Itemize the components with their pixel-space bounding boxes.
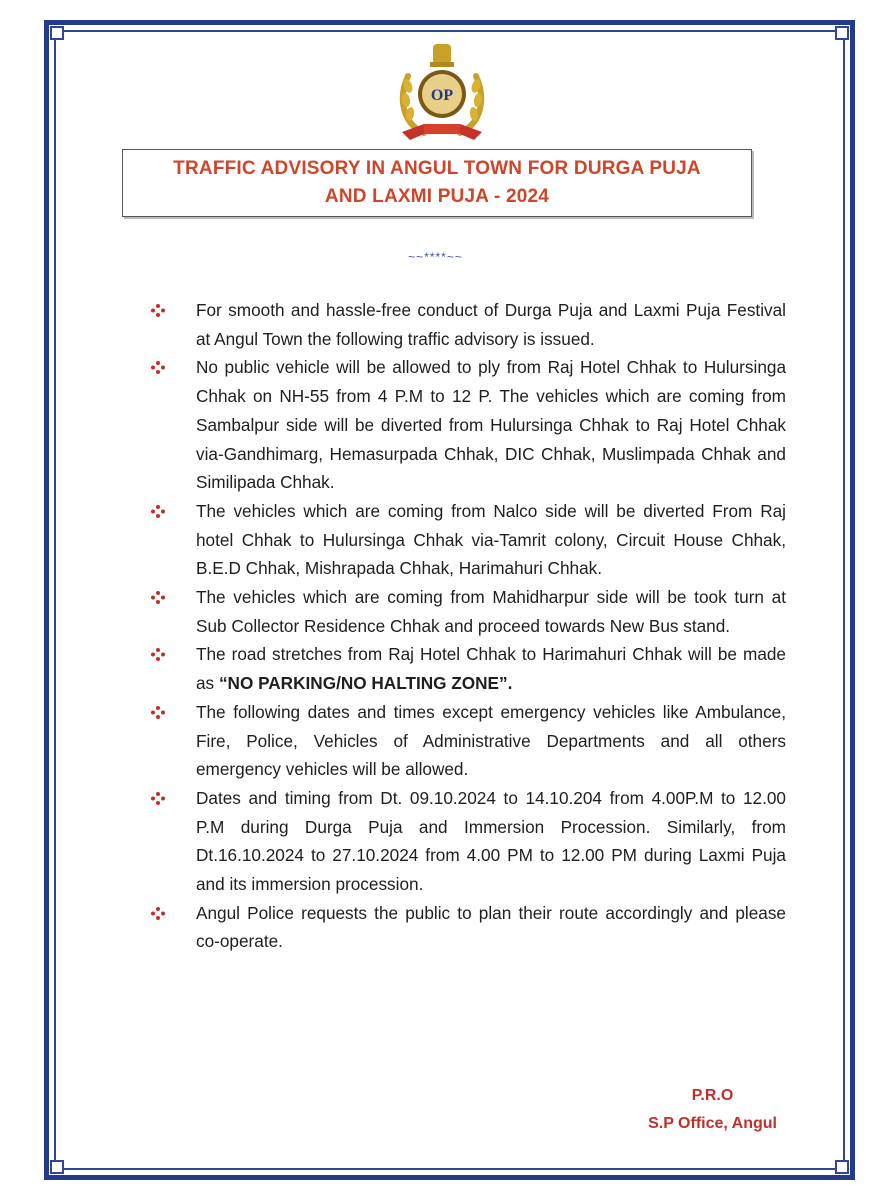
no-parking-emphasis: “NO PARKING/NO HALTING ZONE”. <box>218 673 513 694</box>
list-item-text: The following dates and times except emergency vehicles like Ambulance, Fire, Police, Vehicles of Administrative Departments and all others emergency vehicles will be allowed. <box>196 701 786 780</box>
list-item-text: No public vehicle will be allowed to ply from Raj Hotel Chhak to Hulursinga Chhak on NH-55 from 4 P.M to 12 P. The vehicles which are coming from Sambalpur side will be diverted from Hulursinga Chhak to Raj Hotel Chhak via-Gandhimarg, Hemasurpada Chhak, DIC Chhak, Muslimpada Chhak and Similipada Chhak. <box>196 357 786 493</box>
list-item <box>146 784 786 899</box>
list-item <box>146 899 786 956</box>
diamond-bullet-icon <box>150 591 166 604</box>
list-item-text: For smooth and hassle-free conduct of Durga Puja and Laxmi Puja Festival at Angul Town the following traffic advisory is issued. <box>196 300 786 349</box>
diamond-bullet-icon <box>150 706 166 719</box>
corner-ornament <box>835 1160 849 1174</box>
diamond-bullet-icon <box>150 907 166 920</box>
corner-ornament <box>50 1160 64 1174</box>
list-item-text: Dates and timing from Dt. 09.10.2024 to 14.10.204 from 4.00P.M to 12.00 P.M during Durga Puja and Immersion Procession. Similarly, from Dt.16.10.2024 to 27.10.2024 from 4.00 PM to 12.00 PM during Laxmi Puja and its immersion procession. <box>196 787 786 895</box>
diamond-bullet-icon <box>150 792 166 805</box>
separator-ornament: ~~****~~ <box>408 250 463 264</box>
diamond-bullet-icon <box>150 361 166 374</box>
title-box <box>122 149 752 217</box>
list-item <box>146 497 786 583</box>
diamond-bullet-icon <box>150 304 166 317</box>
signature-block <box>648 1082 777 1138</box>
corner-ornament <box>835 26 849 40</box>
corner-ornament <box>50 26 64 40</box>
list-item <box>146 698 786 784</box>
list-item <box>146 296 786 353</box>
odisha-police-emblem-icon <box>384 38 500 146</box>
list-item-text: The vehicles which are coming from Nalco side will be diverted From Raj hotel Chhak to Hulursinga Chhak via-Tamrit colony, Circuit House Chhak, B.E.D Chhak, Mishrapada Chhak, Harimahuri Chhak. <box>196 500 786 579</box>
svg-text:OP: OP <box>430 87 454 104</box>
list-item-text: Angul Police requests the public to plan their route accordingly and please co-operate. <box>196 902 786 952</box>
diamond-bullet-icon <box>150 505 166 518</box>
title-line-1: TRAFFIC ADVISORY IN ANGUL TOWN FOR DURGA PUJA <box>173 158 701 179</box>
signature-office: S.P Office, Angul <box>648 1115 777 1132</box>
diamond-bullet-icon <box>150 648 166 661</box>
list-item <box>146 583 786 640</box>
list-item-text: The road stretches from Raj Hotel Chhak to Harimahuri Chhak will be made as <box>196 644 786 694</box>
signature-title: P.R.O <box>691 1087 734 1104</box>
title-line-2: AND LAXMI PUJA - 2024 <box>324 186 550 207</box>
list-item-text: The vehicles which are coming from Mahidharpur side will be took turn at Sub Collector Residence Chhak and proceed towards New Bus stand. <box>196 587 786 636</box>
list-item <box>146 353 786 497</box>
list-item <box>146 640 786 697</box>
advisory-list <box>146 296 786 956</box>
